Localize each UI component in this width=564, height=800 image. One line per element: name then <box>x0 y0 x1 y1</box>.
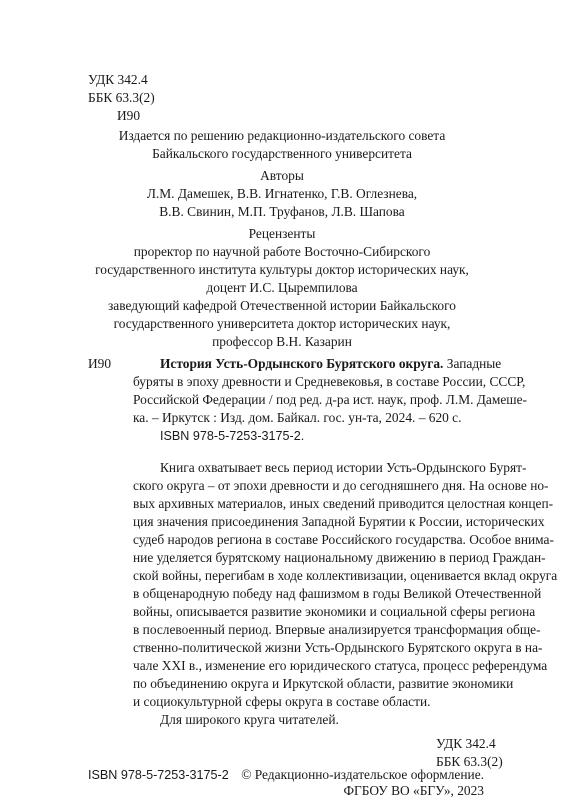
author-mark: И90 <box>117 108 141 123</box>
record-mark: И90 <box>88 356 112 371</box>
abstract-line-10: в послевоенный период. Впервые анализируется трансформация обще- <box>133 622 541 637</box>
record-line-4: ка. – Иркутск : Изд. дом. Байкал. гос. ун-та, 2024. – 620 с. <box>133 410 462 425</box>
abstract-line-3: вых архивных материалов, иных сведений приводится целостная концеп- <box>133 496 554 511</box>
abstract-line-12: чале XXI в., изменение его юридического статуса, процесс референдума <box>133 658 548 673</box>
reviewer-line-6: профессор В.Н. Казарин <box>212 334 352 349</box>
abstract-line-8: в общенародную победу над фашизмом в годы Великой Отечественной <box>133 586 542 601</box>
bbk-code: ББК 63.3(2) <box>88 90 155 105</box>
authors-heading: Авторы <box>260 168 304 183</box>
reviewer-line-4: заведующий кафедрой Отечественной истории Байкальского <box>108 298 456 313</box>
reviewers-heading: Рецензенты <box>248 226 316 241</box>
abstract-line-9: войны, описывается развитие экономики и социальной сферы региона <box>133 604 536 619</box>
abstract-line-14: и социокультурной сферы округа в составе области. <box>133 694 431 709</box>
authors-line-2: В.В. Свинин, М.П. Труфанов, Л.В. Шапова <box>159 204 405 219</box>
footer-isbn: ISBN 978-5-7253-3175-2 <box>88 768 229 782</box>
record-line-3: Российской Федерации / под ред. д-ра ист. наук, проф. Л.М. Дамеше- <box>133 392 528 407</box>
abstract-line-11: ственно-политической жизни Усть-Ордынского Бурятского округа в на- <box>133 640 543 655</box>
publisher-note-line-2: Байкальского государственного университета <box>152 146 412 161</box>
copyright-line-1: © Редакционно-издательское оформление. <box>241 767 484 782</box>
bottom-bbk-code: ББК 63.3(2) <box>436 754 503 769</box>
abstract-line-4: ция значения присоединения Западной Бурятии к России, исторических <box>133 514 545 529</box>
abstract-line-7: ской войны, перегибам в ходе коллективизации, оценивается вклад округа <box>133 568 558 583</box>
reviewer-line-2: государственного института культуры доктор исторических наук, <box>95 262 469 277</box>
record-title-line <box>160 355 502 373</box>
publisher-note-line-1: Издается по решению редакционно-издательского совета <box>118 128 446 143</box>
bottom-udk-code: УДК 342.4 <box>436 736 496 751</box>
target-audience: Для широкого круга читателей. <box>160 712 339 727</box>
reviewer-line-3: доцент И.С. Цыремпилова <box>206 280 358 295</box>
copyright-line-2: ФГБОУ ВО «БГУ», 2023 <box>343 783 484 798</box>
book-title: История Усть-Ордынского Бурятского округа. <box>160 356 444 371</box>
abstract-line-13: по объединению округа и Иркутской области, развитие экономики <box>133 676 514 691</box>
record-line-2: буряты в эпоху древности и Средневековья, в составе России, СССР, <box>133 374 526 389</box>
abstract-line-2: ского округа – от эпохи древности и до сегодняшнего дня. На основе но- <box>133 478 549 493</box>
abstract-line-6: ние уделяется бурятскому национальному движению в период Граждан- <box>133 550 546 565</box>
record-line-1-rest: Западные <box>446 356 502 371</box>
abstract-line-1: Книга охватывает весь период истории Усть-Ордынского Бурят- <box>160 460 527 475</box>
record-isbn: ISBN 978-5-7253-3175-2. <box>160 429 305 443</box>
reviewer-line-5: государственного университета доктор исторических наук, <box>113 316 451 331</box>
udk-code: УДК 342.4 <box>88 72 148 87</box>
abstract-line-5: судеб народов региона в составе Российского государства. Особое внима- <box>133 532 554 547</box>
authors-line-1: Л.М. Дамешек, В.В. Игнатенко, Г.В. Оглезнева, <box>146 186 418 201</box>
reviewer-line-1: проректор по научной работе Восточно-Сибирского <box>133 244 431 259</box>
